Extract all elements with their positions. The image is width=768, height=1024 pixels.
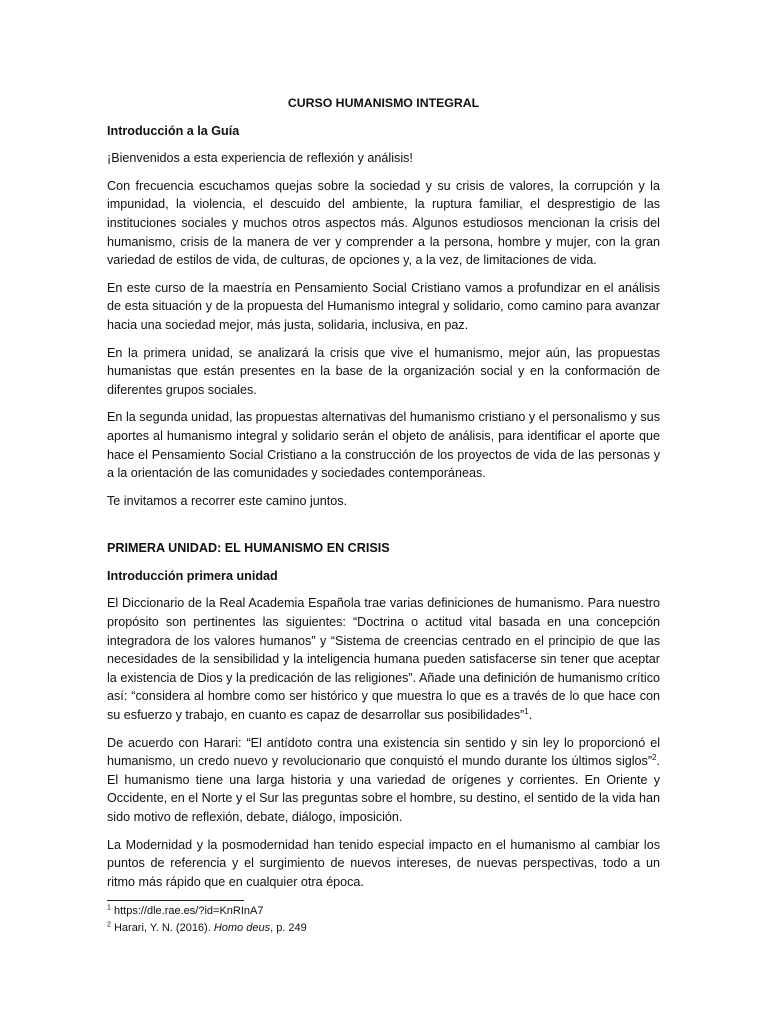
paragraph-5-text: El Diccionario de la Real Academia Española trae varias definiciones de humanismo. Para nuestro propósito son pertinentes las siguientes: “Doctrina o actitud vital basada en una concepción integradora de los valores humanos” y “Sistema de creencias centrado en el principio de que las necesidades de la sensibilidad y la inteligencia humana pueden satisfacerse sin tener que aceptar la existencia de Dios y la predicación de las religiones”. Añade una definición de humanismo crítico así: “considera al hombre como ser histórico y que muestra lo que es a través de lo que hace con su esfuerzo y trabajo, en cuanto es capaz de desarrollar sus posibilidades” <box>107 596 660 723</box>
invitation-text: Te invitamos a recorrer este camino juntos. <box>107 493 348 508</box>
paragraph-5: El Diccionario de la Real Academia Española trae varias definiciones de humanismo. Para nuestro propósito son pertinentes las siguientes: “Doctrina o actitud vital basada en una concepción integradora de los valores humanos” y “Sistema de creencias centrado en el principio de que las necesidades de la sensibilidad y la inteligencia humana pueden satisfacerse sin tener que aceptar la existencia de Dios y la predicación de las religiones”. Añade una definición de humanismo crítico así: “considera al hombre como ser histórico y que muestra lo que es a través de lo que hace con su esfuerzo y trabajo, en cuanto es capaz de desarrollar sus posibilidades”$^1$. <box>107 596 660 723</box>
document-page <box>107 94 660 936</box>
footnote-divider <box>107 900 244 901</box>
footnotes <box>107 900 660 936</box>
footnote-2-italic: Homo deus <box>213 921 271 934</box>
footnote-2-text-before: Harari, Y. N. (2016). <box>113 921 214 934</box>
paragraph-3: En la primera unidad, se analizará la crisis que vive el humanismo, mejor aún, las propuestas humanistas que están presentes en la base de la organización social y en la conformación de diferentes grupos sociales. <box>107 345 660 397</box>
paragraph-6-rest: . El humanismo tiene una larga historia y una variedad de orígenes y corrientes. En Oriente y Occidente, en el Norte y el Sur las preguntas sobre el hombre, su destino, el sentido de la vida han sido motivo de reflexión, debate, diálogo, imposición. <box>107 754 660 824</box>
paragraph-4: En la segunda unidad, las propuestas alternativas del humanismo cristiano y el personalismo y sus aportes al humanismo integral y solidario serán el objeto de análisis, para identificar el aporte que hace el Pensamiento Social Cristiano a la construcción de los proyectos de vida de las personas y a la orientación de las comunidades y sociedades contemporáneas. <box>107 410 660 481</box>
footnote-ref-1[interactable]: 1 <box>524 706 529 716</box>
document-title: CURSO HUMANISMO INTEGRAL <box>287 96 480 110</box>
footnote-ref-2[interactable]: 2 <box>652 753 657 763</box>
paragraph-1: Con frecuencia escuchamos quejas sobre la sociedad y su crisis de valores, la corrupción y la impunidad, la violencia, el descuido del ambiente, la ruptura familiar, el desprestigio de las instituciones sociales y muchos otros aspectos más. Algunos estudiosos mencionan la crisis del humanismo, crisis de la manera de ver y comprender a la persona, hombre y mujer, con la gran variedad de estilos de vida, de culturas, de opciones y, a la vez, de limitaciones de vida. <box>107 178 660 268</box>
paragraph-7: La Modernidad y la posmodernidad han tenido especial impacto en el humanismo al cambiar los puntos de referencia y el surgimiento de nuevos intereses, de nuevas perspectivas, todo a un ritmo más rápido que en cualquier otra época. <box>107 837 660 889</box>
paragraph-2: En este curso de la maestría en Pensamiento Social Cristiano vamos a profundizar en el análisis de esta situación y de la propuesta del Humanismo integral y solidario, como camino para avanzar hacia una sociedad mejor, más justa, solidaria, inclusiva, en paz. <box>107 280 660 332</box>
paragraph-6-quote: De acuerdo con Harari: “El antídoto contra una existencia sin sentido y sin ley lo proporcionó el humanismo, un credo nuevo y revolucionario que conquistó el mundo durante los últimos siglos” <box>107 735 660 769</box>
footnote-2 <box>107 920 660 937</box>
welcome-text: ¡Bienvenidos a esta experiencia de reflexión y análisis! <box>107 151 413 166</box>
intro-heading: Introducción a la Guía <box>107 123 240 138</box>
footnote-2-text-after: , p. 249 <box>270 921 307 934</box>
footnote-1 <box>107 903 660 920</box>
paragraph-6 <box>107 734 660 827</box>
unit-intro-heading: Introducción primera unidad <box>107 568 278 583</box>
unit-heading: PRIMERA UNIDAD: EL HUMANISMO EN CRISIS <box>107 541 390 556</box>
footnote-1-link[interactable]: https://dle.rae.es/?id=KnRInA7 <box>113 905 264 918</box>
footnote-1-number: 1 <box>107 904 111 912</box>
footnote-2-number: 2 <box>107 921 111 929</box>
